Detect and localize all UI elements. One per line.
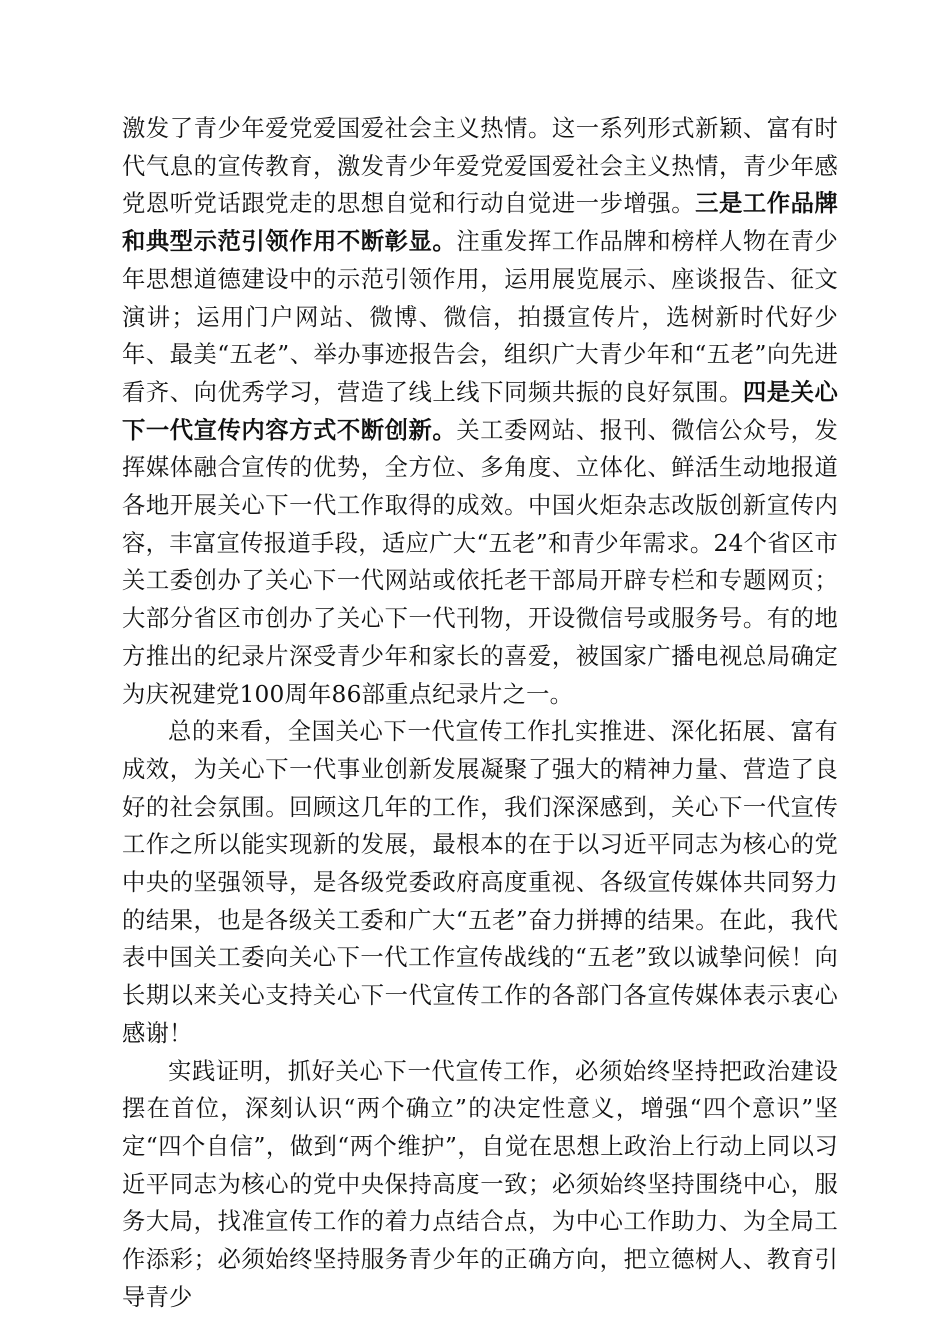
paragraph-1 (122, 110, 838, 713)
paragraph-text: 实践证明，抓好关心下一代宣传工作，必须始终坚持把政治建设摆在首位，深刻认识“两个确立”的决定性意义，增强“四个意识”坚定“四个自信”，做到“两个维护”，自觉在思想上政治上行动上同以习近平同志为核心的党中央保持高度一致；必须始终坚持围绕中心，服务大局，找准宣传工作的着力点结合点，为中心工作助力、为全局工作添彩；必须始终坚持服务青少年的正确方向，把立德树人、教育引导青少 (122, 1057, 838, 1311)
paragraph-text: 总的来看，全国关心下一代宣传工作扎实推进、深化拓展、富有成效，为关心下一代事业创新发展凝聚了强大的精神力量、营造了良好的社会氛围。回顾这几年的工作，我们深深感到，关心下一代宣传工作之所以能实现新的发展，最根本的在于以习近平同志为核心的党中央的坚强领导，是各级党委政府高度重视、各级宣传媒体共同努力的结果，也是各级关工委和广大“五老”奋力拼搏的结果。在此，我代表中国关工委向关心下一代工作宣传战线的“五老”致以诚挚问候！向长期以来关心支持关心下一代宣传工作的各部门各宣传媒体表示衷心感谢！ (122, 718, 838, 1047)
paragraph-2 (122, 713, 838, 1052)
document-page (122, 110, 838, 1317)
paragraph-3 (122, 1053, 838, 1317)
bold-heading-four: 四是关心下一代宣传内容方式不断创新。 (122, 378, 838, 444)
paragraph-text: 注重发挥工作品牌和榜样人物在青少年思想道德建设中的示范引领作用，运用展览展示、座谈报告、征文演讲；运用门户网站、微博、微信，拍摄宣传片，选树新时代好少年、最美“五老”、举办事迹报告会，组织广大青少年和“五老”向先进看齐、向优秀学习，营造了线上线下同频共振的良好氛围。 (122, 228, 838, 406)
bold-heading-three: 三是工作品牌和典型示范引领作用不断彰显。 (122, 190, 838, 256)
paragraph-text: 激发了青少年爱党爱国爱社会主义热情。这一系列形式新颖、富有时代气息的宣传教育，激发青少年爱党爱国爱社会主义热情，青少年感党恩听党话跟党走的思想自觉和行动自觉进一步增强。 (122, 115, 838, 218)
paragraph-text: 关工委网站、报刊、微信公众号，发挥媒体融合宣传的优势，全方位、多角度、立体化、鲜活生动地报道各地开展关心下一代工作取得的成效。中国火炬杂志改版创新宣传内容，丰富宣传报道手段，适应广大“五老”和青少年需求。24个省区市关工委创办了关心下一代网站或依托老干部局开辟专栏和专题网页；大部分省区市创办了关心下一代刊物，开设微信号或服务号。有的地方推出的纪录片深受青少年和家长的喜爱，被国家广播电视总局确定为庆祝建党100周年86部重点纪录片之一。 (122, 416, 838, 708)
